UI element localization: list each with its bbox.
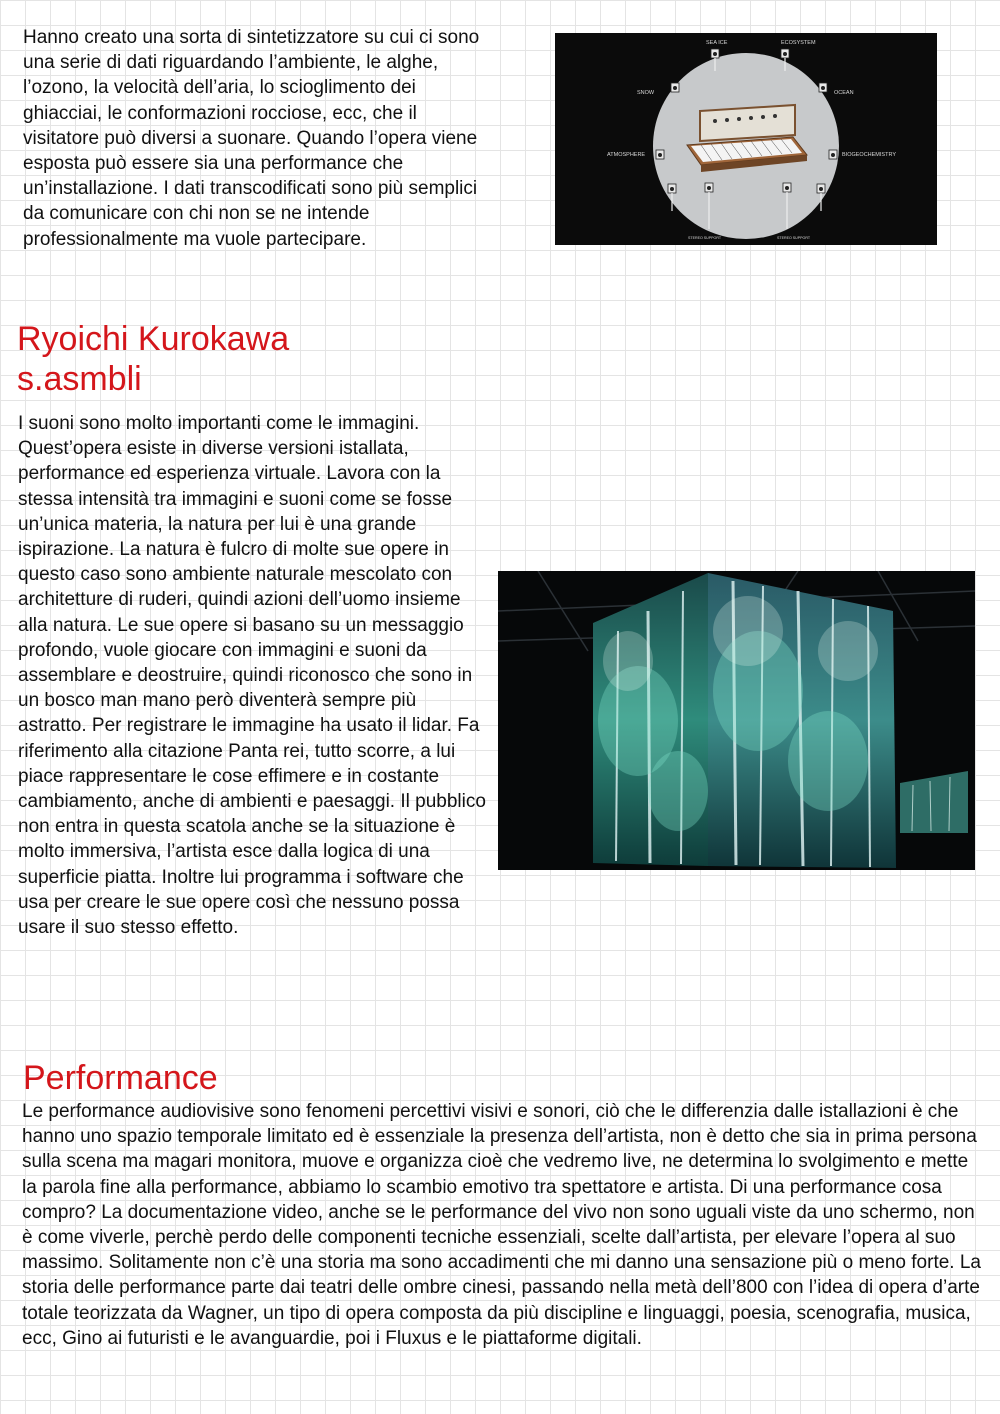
kurokawa-heading xyxy=(17,319,289,399)
kurokawa-heading-line1: Ryoichi Kurokawa xyxy=(17,320,290,358)
label-stereo-right: STEREO SUPPORT xyxy=(777,236,811,240)
label-snow: SNOW xyxy=(637,90,655,96)
label-ocean: OCEAN xyxy=(834,90,854,96)
kurokawa-paragraph: I suoni sono molto importanti come le immagini. Quest’opera esiste in diverse versioni istallata, performance ed esperienza virtuale. Lavora con la stessa intensità tra immagini e suoni come se fosse un’unica materia, la natura per lui è una grande ispirazione. La natura è fulcro di molte sue opere in questo caso sono ambiente naturale mescolato con architetture di ruderi, quindi azioni dell’uomo insieme alla natura. Le sue opere si basano su un messaggio profondo, vuole giocare con immagini e suoni da assemblare e deostruire, quindi riconosco che sono in un bosco man mano però diventerà sempre più astratto. Per registrare le immagine ha usato il lidar. Fa riferimento alla citazione Panta rei, tutto scorre, a lui piace rappresentare le cose effimere e in costante cambiamento, anche di ambienti e paesaggi. Il pubblico non entra in questa scatola anche se la situazione è molto immersiva, l’artista esce dalla logica di una superficie piatta. Inoltre lui programma i software che usa per creare le sue opere così che nessuno possa usare il suo stesso effetto. xyxy=(18,413,486,939)
kurokawa-heading-line2: s.asmbli xyxy=(17,360,142,398)
performance-paragraph: Le performance audiovisive sono fenomeni percettivi visivi e sonori, ciò che le differenzia dalle istallazioni è che hanno uno spazio temporale limitato ed è essenziale la presenza dell’artista, non è detto che sia in prima persona sulla scena ma magari monitora, muove e organizza cioè che vedremo live, ne determina lo svolgimento e mette la parola fine alla performance, abbiamo lo scambio emotivo tra spettatore e artista. Di una performance cosa compro? La documentazione video, anche se le performance del vivo non sono uguali viste da uno schermo, non è come viverle, perchè perdo delle componenti tecniche essenziali, scelte dall’artista, per elevare l’opera al suo massimo. Solitamente non c’è una storia ma sono accadimenti che mi danno una sensazione più o meno forte. La storia delle performance parte dai teatri delle ombre cinesi, passando nella metà dell’800 con l’idea di opera d’arte totale teorizzata da Wagner, un tipo di opera composta da più discipline e linguaggi, poesia, scenografia, musica, ecc, Gino ai futuristi e le avanguardie, poi i Fluxus e le piattaforme digitali. xyxy=(22,1101,981,1349)
label-ecosystem: ECOSYSTEM xyxy=(781,40,816,46)
forest-installation-image xyxy=(498,571,975,870)
performance-heading: Performance xyxy=(23,1059,218,1097)
label-sea-ice: SEA ICE xyxy=(706,40,728,46)
label-biogeochemistry: BIOGEOCHEMISTRY xyxy=(842,152,896,158)
synthesizer-diagram-image xyxy=(555,33,937,245)
intro-paragraph: Hanno creato una sorta di sintetizzatore su cui ci sono una serie di dati riguardando l’ambiente, le alghe, l’ozono, la velocità dell’aria, lo scioglimento dei ghiacciai, le conformazioni rocciose, ecc, che il visitatore può diversi a suonare. Quando l’opera viene esposta può essere sia una performance che un’installazione. I dati transcodificati sono più semplici da comunicare con chi non se ne intende professionalmente ma vuole partecipare. xyxy=(23,27,480,250)
label-stereo-left: STEREO SUPPORT xyxy=(688,236,722,240)
label-atmosphere: ATMOSPHERE xyxy=(607,152,646,158)
